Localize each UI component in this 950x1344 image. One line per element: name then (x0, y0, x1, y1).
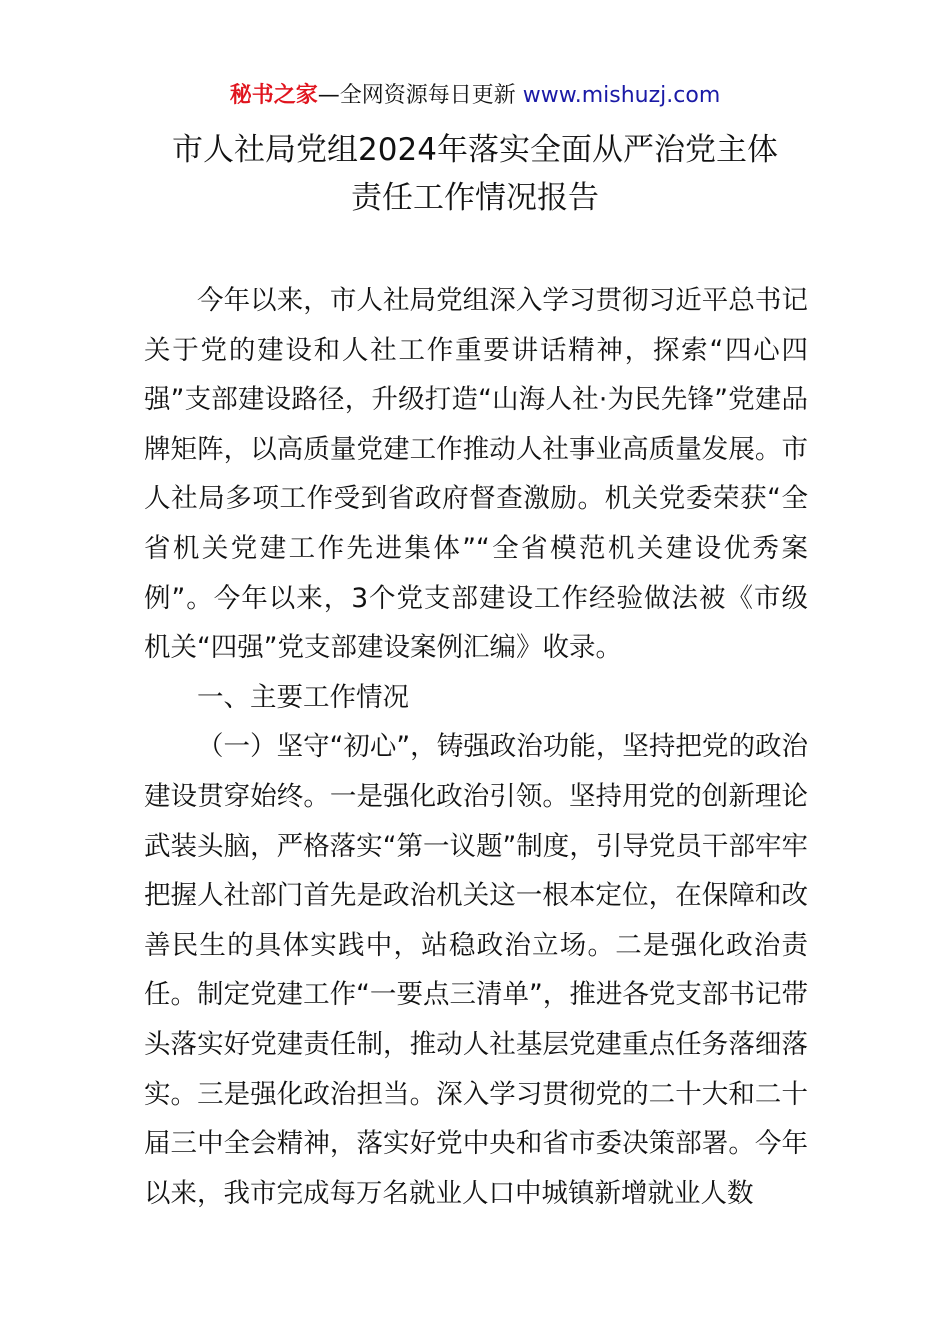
document-title (0, 126, 950, 222)
site-url-link[interactable]: www.mishuzj.com (522, 83, 721, 108)
title-line-1: 市人社局党组2024年落实全面从严治党主体 (172, 132, 778, 168)
document-body (144, 276, 808, 1218)
site-tagline: —全网资源每日更新 (317, 83, 516, 108)
section-heading: 一、主要工作情况 (197, 681, 409, 713)
body-paragraph: （一）坚守“初心”，铸强政治功能，坚持把党的政治建设贯穿始终。一是强化政治引领。坚持用党的创新理论武装头脑，严格落实“第一议题”制度，引导党员干部牢牢把握人社部门首先是政治机关这一根本定位，在保障和改善民生的具体实践中，站稳政治立场。二是强化政治责任。制定党建工作“一要点三清单”，推进各党支部书记带头落实好党建责任制，推动人社基层党建重点任务落细落实。三是强化政治担当。深入学习贯彻党的二十大和二十届三中全会精神，落实好党中央和省市委决策部署。今年以来，我市完成每万名就业人口中城镇新增就业人数 (144, 731, 808, 1209)
intro-paragraph: 今年以来，市人社局党组深入学习贯彻习近平总书记关于党的建设和人社工作重要讲话精神，探索“四心四强”支部建设路径，升级打造“山海人社·为民先锋”党建品牌矩阵，以高质量党建工作推动人社事业高质量发展。市人社局多项工作受到省政府督查激励。机关党委荣获“全省机关党建工作先进集体”“全省模范机关建设优秀案例”。今年以来，3个党支部建设工作经验做法被《市级机关“四强”党支部建设案例汇编》收录。 (144, 285, 808, 664)
title-line-2: 责任工作情况报告 (351, 180, 599, 216)
site-brand: 秘书之家 (229, 83, 318, 108)
site-header (0, 80, 950, 112)
